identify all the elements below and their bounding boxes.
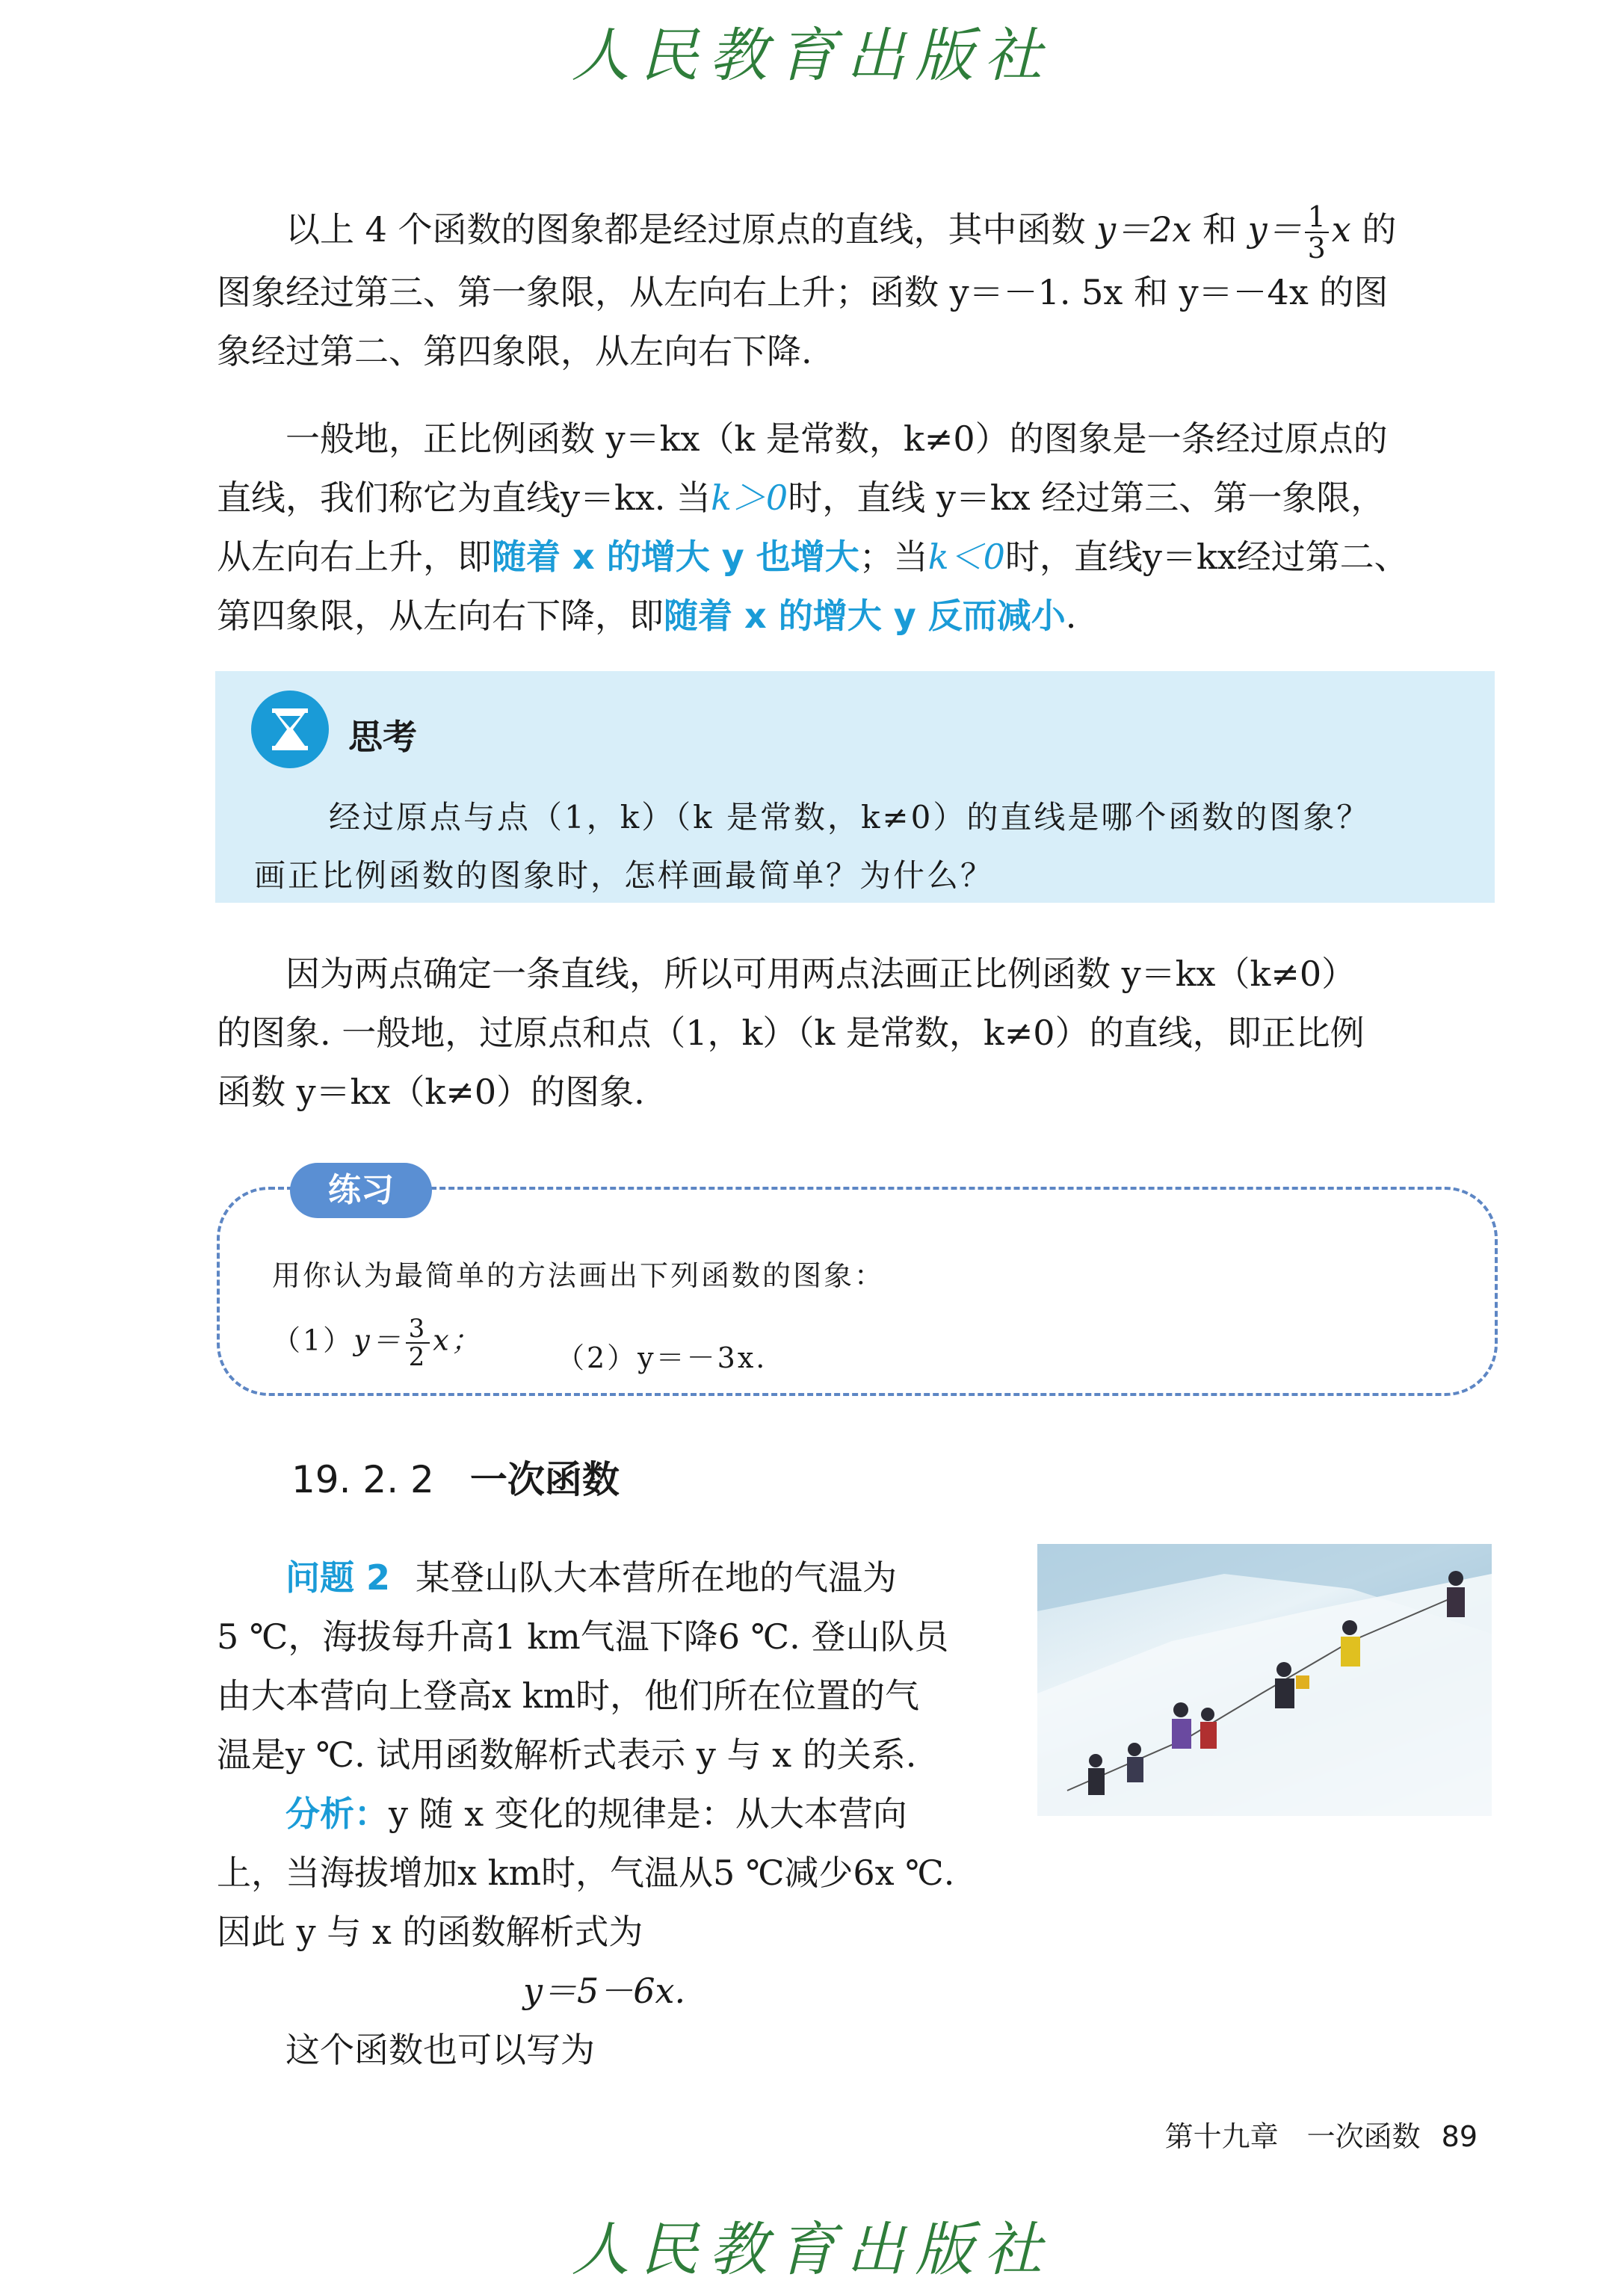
p2-l3-e: 时，直线y＝kx经过第二、 — [1004, 537, 1409, 577]
think-line-1: 经过原点与点（1，k）（k 是常数，k≠0）的直线是哪个函数的图象？ — [329, 799, 1371, 835]
p1-formula-2-x: x — [1331, 209, 1351, 250]
p1-fraction — [1305, 202, 1329, 263]
analysis-line-3: 因此 y 与 x 的函数解析式为 — [217, 1912, 643, 1952]
p1-text-a: 以上 4 个函数的图象都是经过原点的直线，其中函数 — [285, 209, 1086, 250]
p2-l4-c: . — [1065, 596, 1077, 636]
problem-label: 问题 2 — [285, 1557, 391, 1598]
page-number: 89 — [1441, 2120, 1478, 2153]
p2-line-4 — [217, 587, 1502, 646]
exercise-item-2: （2）y＝－3x. — [556, 1341, 768, 1374]
section-title: 一次函数 — [469, 1458, 620, 1501]
analysis-a1: y 随 x 变化的规律是：从大本营向 — [389, 1794, 907, 1834]
p3-line-2: 的图象. 一般地，过原点和点（1，k）（k 是常数，k≠0）的直线，即正比例 — [217, 1013, 1365, 1053]
analysis-line-1 — [217, 1785, 1009, 1844]
p2-line-3 — [217, 528, 1502, 587]
p2-l4-a: 第四象限，从左向右下降，即 — [217, 596, 664, 636]
paragraph-3 — [217, 945, 1502, 1122]
section-heading — [291, 1450, 620, 1504]
paragraph-2 — [217, 410, 1502, 646]
exercise-item-1-lhs: y＝ — [353, 1323, 403, 1357]
p2-highlight-decrease: 随着 x 的增大 y 反而减小 — [664, 596, 1066, 636]
analysis-label: 分析： — [285, 1794, 389, 1834]
p1-formula-1: y＝2x — [1096, 209, 1192, 250]
footer-chapter: 第十九章 一次函数 — [1164, 2120, 1421, 2153]
exercise-badge: 练习 — [290, 1163, 432, 1218]
p1-formula-2-lhs: y＝ — [1247, 209, 1302, 250]
p1-line-3: 象经过第二、第四象限，从左向右下降. — [217, 331, 812, 371]
problem-last-line: 这个函数也可以写为 — [285, 2030, 595, 2070]
page-footer — [1165, 2113, 1478, 2155]
p2-l2-a: 直线，我们称它为直线y＝kx. 当 — [217, 478, 711, 518]
exercise-item-1-fraction — [406, 1315, 430, 1371]
paragraph-1 — [217, 200, 1502, 381]
p1-text-de: 的 — [1362, 209, 1397, 250]
p2-l3-a: 从左向右上升，即 — [217, 537, 492, 577]
problem-l1: 某登山队大本营所在地的气温为 — [416, 1557, 898, 1598]
p2-l3-c: ；当 — [859, 537, 928, 577]
p3-line-3: 函数 y＝kx（k≠0）的图象. — [217, 1072, 645, 1112]
exercise-prompt: 用你认为最简单的方法画出下列函数的图象： — [272, 1259, 886, 1292]
p3-line-1: 因为两点确定一条直线，所以可用两点法画正比例函数 y＝kx（k≠0） — [285, 954, 1356, 994]
exercise-frac-den: 2 — [408, 1342, 427, 1372]
problem-line-2: 5 ℃，海拔每升高1 km气温下降6 ℃. 登山队员 — [217, 1616, 949, 1657]
exercise-item-1 — [272, 1315, 482, 1371]
problem-line-4: 温是y ℃. 试用函数解析式表示 y 与 x 的关系. — [217, 1735, 917, 1775]
publisher-logo-top: 人民教育出版社 — [571, 22, 1053, 90]
p1-fraction-den: 3 — [1307, 232, 1326, 265]
p2-line-2 — [217, 469, 1502, 528]
p2-l2-c: 时，直线 y＝kx 经过第三、第一象限， — [788, 478, 1386, 518]
hourglass-icon — [251, 691, 329, 768]
exercise-frac-num: 3 — [406, 1315, 430, 1344]
p1-line-2: 图象经过第三、第一象限，从左向右上升；函数 y＝－1. 5x 和 y＝－4x 的图 — [217, 272, 1389, 312]
p2-line-1: 一般地，正比例函数 y＝kx（k 是常数，k≠0）的图象是一条经过原点的 — [285, 418, 1388, 459]
p2-highlight-increase: 随着 x 的增大 y 也增大 — [492, 537, 859, 577]
exercise-item-1-rhs: x； — [433, 1323, 482, 1357]
p1-line-1 — [217, 200, 1502, 263]
mountain-climbers-photo — [1037, 1544, 1492, 1816]
think-line-2: 画正比例函数的图象时，怎样画最简单？为什么？ — [254, 857, 995, 894]
section-number: 19. 2. 2 — [291, 1458, 434, 1501]
analysis-formula: y＝5－6x. — [523, 1971, 686, 2011]
p2-k-negative: k＜0 — [927, 537, 1005, 577]
think-title: 思考 — [348, 717, 417, 757]
p1-text-and: 和 — [1202, 209, 1237, 250]
problem-block — [217, 1548, 1009, 2080]
p2-k-positive: k＞0 — [711, 478, 788, 518]
analysis-line-2: 上，当海拔增加x km时，气温从5 ℃减少6x ℃. — [217, 1853, 955, 1893]
publisher-logo-bottom: 人民教育出版社 — [571, 2217, 1053, 2284]
problem-line-1 — [217, 1548, 1009, 1607]
p1-fraction-num: 1 — [1305, 202, 1329, 233]
problem-line-3: 由大本营向上登高x km时，他们所在位置的气 — [217, 1675, 920, 1716]
exercise-item-1-label: （1） — [272, 1323, 354, 1357]
